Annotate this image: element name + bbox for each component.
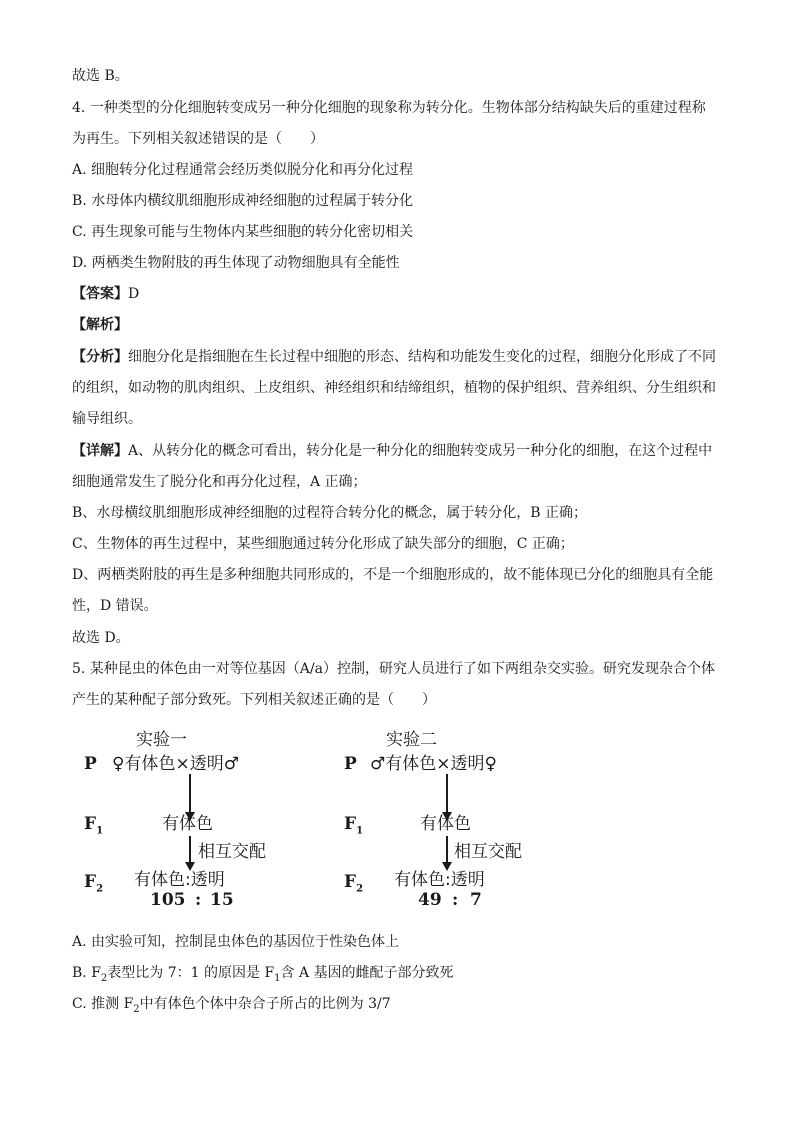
question-4-stem-line-2: 为再生。下列相关叙述错误的是（ ）: [72, 131, 324, 147]
explanation-tag: 【解析】: [72, 317, 128, 333]
experiment-2-arrow-p-f1: [446, 774, 448, 814]
experiment-2-f2-ratio-b: 7: [470, 890, 482, 910]
experiment-2-f2-ratio-a: 49: [418, 890, 442, 910]
experiment-1-f1-label: $F_1$: [84, 814, 104, 837]
experiment-2-p-label: P: [344, 754, 357, 774]
question-4-option-c: C. 再生现象可能与生物体内某些细胞的转分化密切相关: [72, 224, 414, 240]
answer-line: [72, 284, 139, 304]
analysis-line-2: 的组织，如动物的肌肉组织、上皮组织、神经组织和结缔组织，植物的保护组织、营养组织、分生组织和: [72, 380, 716, 396]
question-5-option-c: C. 推测 $F_2$中有体色个体中杂合子所占的比例为 3/7: [72, 996, 391, 1015]
experiment-2-f2-phenotype: 有体色:透明: [394, 870, 485, 890]
question-5-option-a: A. 由实验可知，控制昆虫体色的基因位于性染色体上: [72, 934, 400, 950]
experiment-1-cross-note: 相互交配: [198, 842, 266, 862]
analysis-text: 细胞分化是指细胞在生长过程中细胞的形态、结构和功能发生变化的过程，细胞分化形成了不同: [128, 349, 716, 365]
answer-tag: 【答案】: [72, 286, 128, 302]
experiment-1-f1-phenotype: 有体色: [162, 814, 213, 834]
detail-tag: 【详解】: [72, 443, 128, 459]
detail-line-2: 细胞通常发生了脱分化和再分化过程，A 正确；: [72, 474, 367, 490]
experiment-2-title: 实验二: [386, 730, 437, 750]
question-5-stem-line-1: 5. 某种昆虫的体色由一对等位基因（A/a）控制，研究人员进行了如下两组杂交实验。研究发现杂合个体: [72, 661, 715, 677]
question-5-stem-line-2: 产生的某种配子部分致死。下列相关叙述正确的是（ ）: [72, 692, 436, 708]
analysis-line-1: [72, 347, 716, 367]
question-4-option-a: A. 细胞转分化过程通常会经历类似脱分化和再分化过程: [72, 162, 414, 178]
experiment-2-f1-label: $F_1$: [344, 814, 364, 837]
experiment-1-f2-phenotype: 有体色:透明: [134, 870, 225, 890]
cross-diagram: [60, 722, 760, 922]
experiment-1-arrow-p-f1: [189, 774, 191, 814]
question-4-stem-line-1: 4. 一种类型的分化细胞转变成另一种分化细胞的现象称为转分化。生物体部分结构缺失后的重建过程称: [72, 100, 706, 116]
experiment-2-f2-ratio-colon: :: [452, 890, 459, 910]
analysis-tag: 【分析】: [72, 349, 128, 365]
experiment-1-f2-ratio-a: 105: [150, 890, 186, 910]
detail-line-5: D、两栖类附肢的再生是多种细胞共同形成的，不是一个细胞形成的，故不能体现已分化的细胞具有全能: [72, 567, 714, 583]
question-4-option-d: D. 两栖类生物附肢的再生体现了动物细胞具有全能性: [72, 255, 400, 271]
previous-answer-conclusion: 故选 B。: [72, 68, 129, 84]
experiment-1-p-cross: ♀有体色×透明♂: [112, 754, 239, 774]
experiment-1-f2-ratio-b: 15: [210, 890, 234, 910]
detail-conclusion: 故选 D。: [72, 630, 130, 646]
experiment-2-arrow-f1-f2: [446, 836, 448, 864]
experiment-1-f2-label: $F_2$: [84, 872, 104, 895]
detail-text: A、从转分化的概念可看出，转分化是一种分化的细胞转变成另一种分化的细胞，在这个过程中: [128, 443, 713, 459]
detail-line-3: B、水母横纹肌细胞形成神经细胞的过程符合转分化的概念，属于转分化，B 正确；: [72, 505, 588, 521]
experiment-1-p-label: P: [84, 754, 97, 774]
question-5-option-b: B. $F_2$表型比为 7：1 的原因是 $F_1$含 A 基因的雌配子部分致死: [72, 965, 454, 984]
experiment-2-f1-phenotype: 有体色: [420, 814, 471, 834]
experiment-2-cross-note: 相互交配: [454, 842, 522, 862]
experiment-1-f2-ratio-colon: :: [195, 890, 202, 910]
experiment-2-f2-label: $F_2$: [344, 872, 364, 895]
question-4-option-b: B. 水母体内横纹肌细胞形成神经细胞的过程属于转分化: [72, 193, 414, 209]
experiment-1-title: 实验一: [136, 730, 187, 750]
experiment-1-arrow-f1-f2: [189, 836, 191, 864]
answer-value: D: [128, 286, 140, 302]
analysis-line-3: 输导组织。: [72, 411, 142, 427]
detail-line-1: [72, 441, 712, 461]
detail-line-4: C、生物体的再生过程中，某些细胞通过转分化形成了缺失部分的细胞，C 正确；: [72, 536, 574, 552]
detail-line-6: 性，D 错误。: [72, 598, 158, 614]
experiment-2-p-cross: ♂有体色×透明♀: [370, 754, 497, 774]
